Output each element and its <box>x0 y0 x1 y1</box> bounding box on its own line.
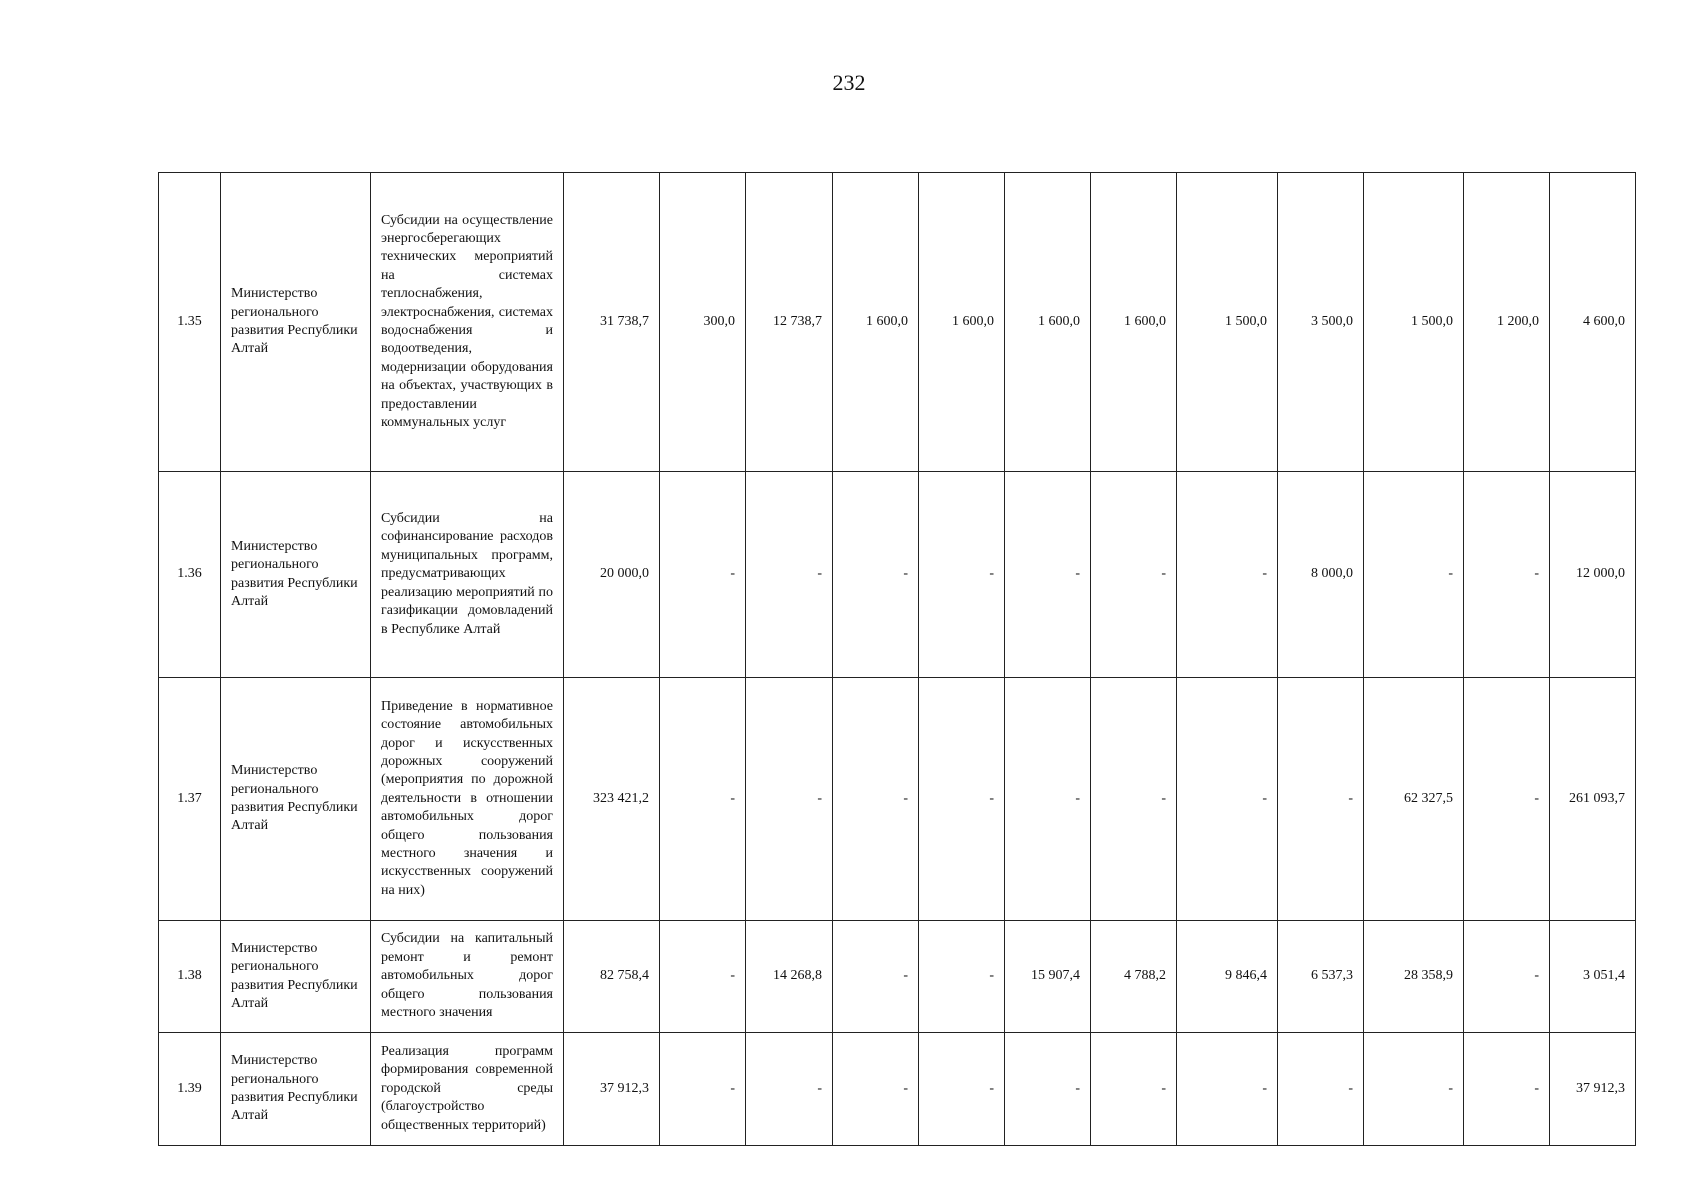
amount-cell: - <box>1005 1033 1091 1146</box>
amount-cell: 1 600,0 <box>1005 173 1091 472</box>
row-number: 1.39 <box>159 1033 221 1146</box>
amount-cell: 3 500,0 <box>1278 173 1364 472</box>
amount-cell: - <box>1464 921 1550 1033</box>
total-cell: 82 758,4 <box>564 921 660 1033</box>
executor-cell: Министерство регионального развития Республики Алтай <box>221 678 371 921</box>
amount-cell: 9 846,4 <box>1177 921 1278 1033</box>
amount-cell: 4 600,0 <box>1550 173 1636 472</box>
executor-cell: Министерство регионального развития Республики Алтай <box>221 1033 371 1146</box>
table-row <box>159 678 1636 921</box>
executor-cell: Министерство регионального развития Республики Алтай <box>221 173 371 472</box>
description-cell: Приведение в нормативное состояние автомобильных дорог и искусственных дорожных сооружений (мероприятия по дорожной деятельности в отношении автомобильных дорог общего пользования местного значения и искусственных сооружений на них) <box>371 678 564 921</box>
amount-cell: - <box>1005 472 1091 678</box>
amount-cell: - <box>833 472 919 678</box>
amount-cell: - <box>919 921 1005 1033</box>
row-number: 1.37 <box>159 678 221 921</box>
amount-cell: 300,0 <box>660 173 746 472</box>
description-cell: Субсидии на осуществление энергосберегающих технических мероприятий на системах теплоснабжения, электроснабжения, системах водоснабжения и водоотведения, модернизации оборудования на объектах, участвующих в предоставлении коммунальных услуг <box>371 173 564 472</box>
amount-cell: - <box>660 472 746 678</box>
table-row <box>159 173 1636 472</box>
amount-cell: - <box>1177 678 1278 921</box>
amount-cell: - <box>1091 678 1177 921</box>
amount-cell: - <box>1364 1033 1464 1146</box>
row-number: 1.36 <box>159 472 221 678</box>
amount-cell: 12 738,7 <box>746 173 833 472</box>
amount-cell: 14 268,8 <box>746 921 833 1033</box>
amount-cell: - <box>1464 1033 1550 1146</box>
total-cell: 323 421,2 <box>564 678 660 921</box>
description-cell: Субсидии на капитальный ремонт и ремонт автомобильных дорог общего пользования местного значения <box>371 921 564 1033</box>
amount-cell: - <box>746 472 833 678</box>
total-cell: 20 000,0 <box>564 472 660 678</box>
row-number: 1.35 <box>159 173 221 472</box>
amount-cell: 15 907,4 <box>1005 921 1091 1033</box>
executor-cell: Министерство регионального развития Республики Алтай <box>221 472 371 678</box>
table-row <box>159 472 1636 678</box>
amount-cell: - <box>1464 678 1550 921</box>
amount-cell: - <box>1091 472 1177 678</box>
amount-cell: 1 500,0 <box>1364 173 1464 472</box>
amount-cell: 1 200,0 <box>1464 173 1550 472</box>
amount-cell: - <box>1464 472 1550 678</box>
page-number: 232 <box>832 70 866 95</box>
amount-cell: - <box>1091 1033 1177 1146</box>
amount-cell: - <box>919 678 1005 921</box>
amount-cell: 3 051,4 <box>1550 921 1636 1033</box>
row-number: 1.38 <box>159 921 221 1033</box>
amount-cell: - <box>833 678 919 921</box>
amount-cell: 37 912,3 <box>1550 1033 1636 1146</box>
amount-cell: 1 600,0 <box>833 173 919 472</box>
description-cell: Реализация программ формирования современной городской среды (благоустройство общественных территорий) <box>371 1033 564 1146</box>
amount-cell: - <box>1177 1033 1278 1146</box>
amount-cell: 261 093,7 <box>1550 678 1636 921</box>
amount-cell: - <box>746 678 833 921</box>
total-cell: 31 738,7 <box>564 173 660 472</box>
amount-cell: 1 500,0 <box>1177 173 1278 472</box>
budget-table <box>158 172 1636 1146</box>
amount-cell: - <box>660 1033 746 1146</box>
amount-cell: 4 788,2 <box>1091 921 1177 1033</box>
amount-cell: - <box>1177 472 1278 678</box>
table-row <box>159 921 1636 1033</box>
amount-cell: 6 537,3 <box>1278 921 1364 1033</box>
amount-cell: - <box>660 921 746 1033</box>
executor-cell: Министерство регионального развития Республики Алтай <box>221 921 371 1033</box>
amount-cell: - <box>919 1033 1005 1146</box>
total-cell: 37 912,3 <box>564 1033 660 1146</box>
amount-cell: - <box>1364 472 1464 678</box>
amount-cell: 1 600,0 <box>1091 173 1177 472</box>
description-cell: Субсидии на софинансирование расходов муниципальных программ, предусматривающих реализацию мероприятий по газификации домовладений в Республике Алтай <box>371 472 564 678</box>
amount-cell: - <box>833 921 919 1033</box>
amount-cell: 28 358,9 <box>1364 921 1464 1033</box>
amount-cell: - <box>1278 1033 1364 1146</box>
amount-cell: - <box>1278 678 1364 921</box>
table-row <box>159 1033 1636 1146</box>
amount-cell: - <box>919 472 1005 678</box>
amount-cell: - <box>833 1033 919 1146</box>
amount-cell: 8 000,0 <box>1278 472 1364 678</box>
amount-cell: 62 327,5 <box>1364 678 1464 921</box>
amount-cell: - <box>1005 678 1091 921</box>
amount-cell: - <box>746 1033 833 1146</box>
amount-cell: 12 000,0 <box>1550 472 1636 678</box>
amount-cell: 1 600,0 <box>919 173 1005 472</box>
amount-cell: - <box>660 678 746 921</box>
